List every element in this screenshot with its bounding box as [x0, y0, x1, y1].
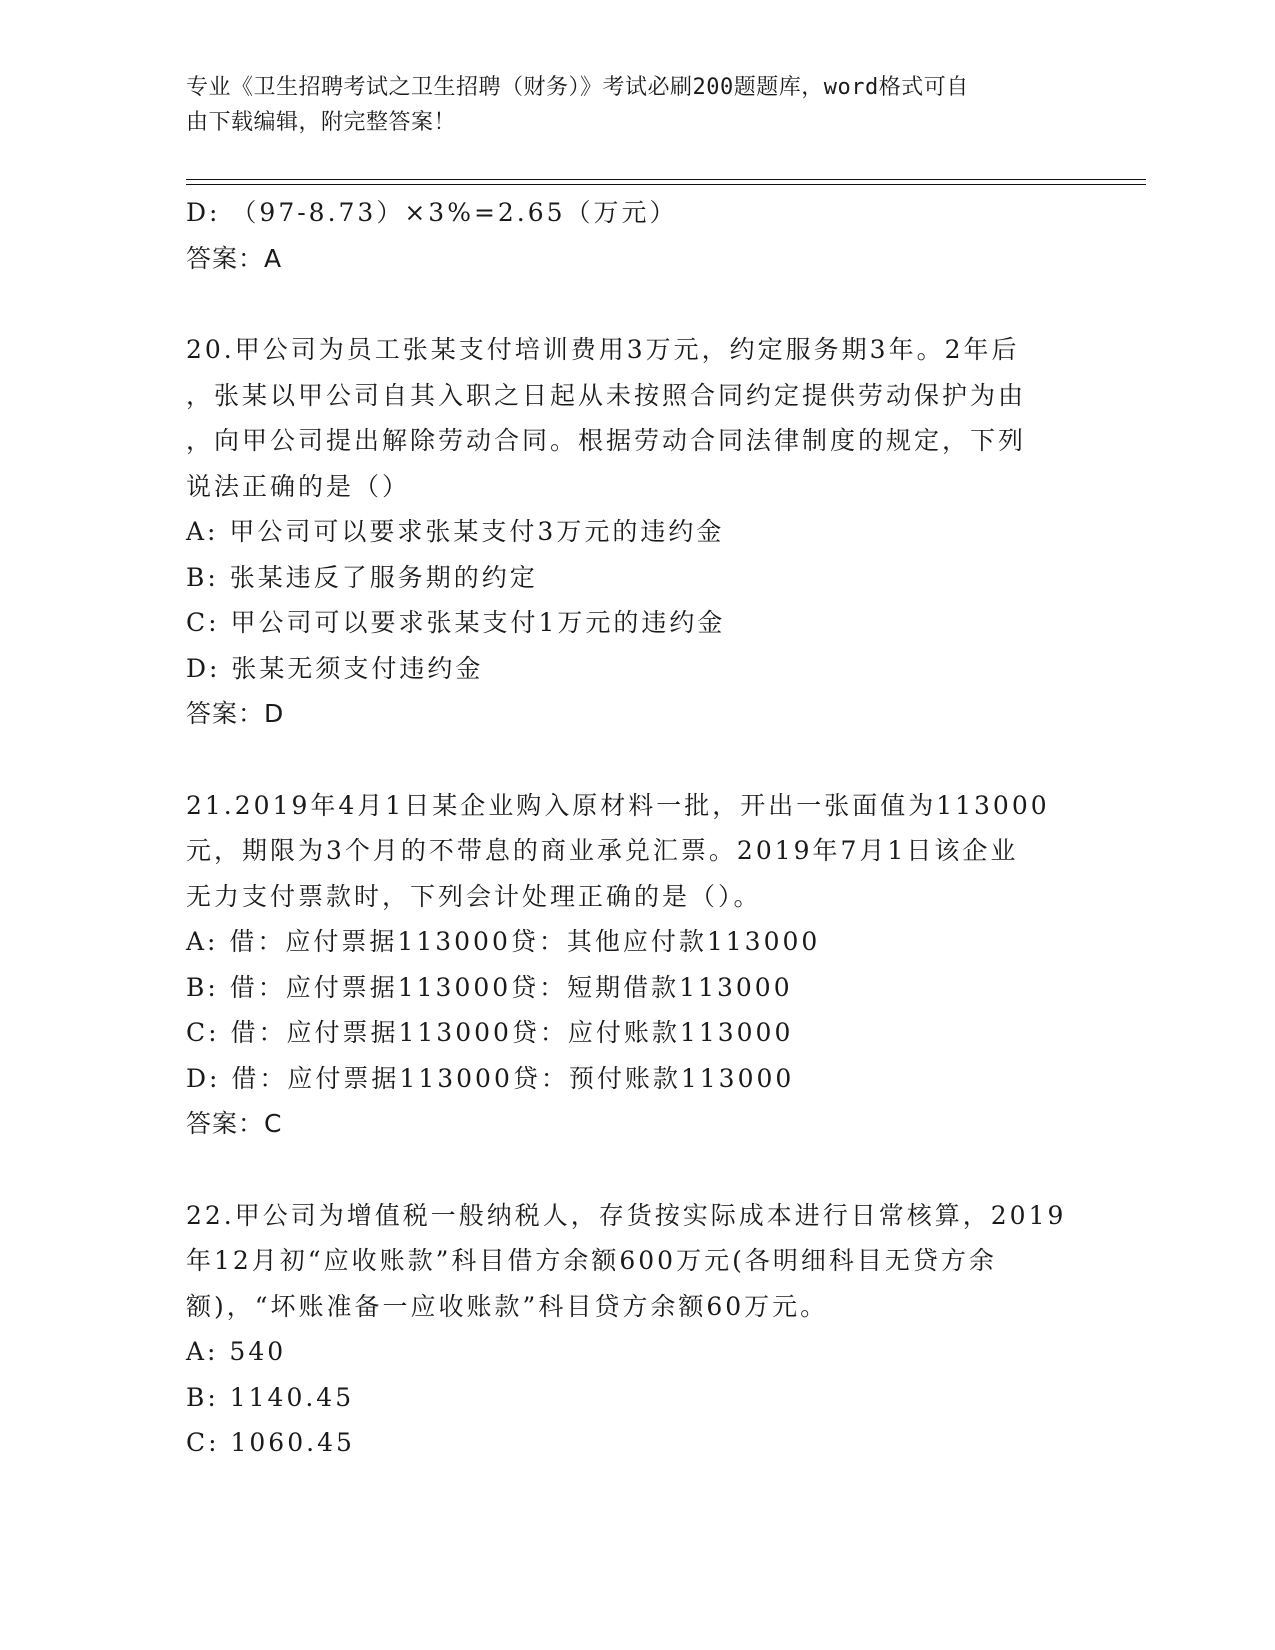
question-text: 年12月初“应收账款”科目借方余额600万元(各明细科目无贷方余	[186, 1246, 997, 1275]
question-text: ，张某以甲公司自其入职之日起从未按照合同约定提供劳动保护为由	[186, 380, 1027, 410]
question-text: 元，期限为3个月的不带息的商业承兑汇票。2019年7月1日该企业	[186, 836, 1019, 865]
document-header	[186, 70, 1066, 140]
option-b: B: 借：应付票据113000贷：短期借款113000	[186, 972, 793, 1002]
option-c: C: 1060.45	[186, 1428, 355, 1457]
option-d: D: 借：应付票据113000贷：预付账款113000	[186, 1063, 795, 1093]
header-line: 由下载编辑，附完整答案！	[186, 110, 457, 135]
question-text: 无力支付票款时，下列会计处理正确的是（）。	[186, 881, 762, 911]
option-a: A: 借：应付票据113000贷：其他应付款113000	[186, 927, 821, 956]
option-d: D: （97-8.73）×3%=2.65（万元）	[186, 198, 678, 227]
question-20	[186, 327, 1086, 737]
question-22	[186, 1193, 1086, 1466]
spacer	[186, 1147, 1086, 1193]
header-line: 专业《卫生招聘考试之卫生招聘（财务）》考试必刷200题题库，word格式可自	[186, 75, 969, 100]
option-b: B: 张某违反了服务期的约定	[186, 562, 538, 592]
answer-line: 答案：D	[186, 699, 285, 728]
header-divider	[186, 184, 1146, 185]
spacer	[186, 281, 1086, 327]
answer-line: 答案：C	[186, 1109, 283, 1138]
spacer	[186, 737, 1086, 783]
previous-question-tail	[186, 190, 1086, 281]
answer-line: 答案：A	[186, 243, 283, 273]
option-a: A: 540	[186, 1337, 287, 1366]
question-text: 22.甲公司为增值税一般纳税人，存货按实际成本进行日常核算，2019	[186, 1200, 1067, 1230]
question-content	[186, 190, 1086, 1466]
option-c: C: 甲公司可以要求张某支付1万元的违约金	[186, 608, 726, 637]
question-21	[186, 783, 1086, 1147]
option-c: C: 借：应付票据113000贷：应付账款113000	[186, 1018, 794, 1047]
option-d: D: 张某无须支付违约金	[186, 653, 484, 683]
question-text: 说法正确的是（）	[186, 471, 411, 501]
question-text: ，向甲公司提出解除劳动合同。根据劳动合同法律制度的规定，下列	[186, 426, 1027, 455]
option-a: A: 甲公司可以要求张某支付3万元的违约金	[186, 517, 725, 546]
question-text: 20.甲公司为员工张某支付培训费用3万元，约定服务期3年。2年后	[186, 335, 1020, 364]
question-text: 21.2019年4月1日某企业购入原材料一批，开出一张面值为113000	[186, 790, 1050, 820]
question-text: 额)，“坏账准备一应收账款”科目贷方余额60万元。	[186, 1291, 829, 1321]
option-b: B: 1140.45	[186, 1382, 355, 1412]
header-divider	[186, 179, 1146, 180]
